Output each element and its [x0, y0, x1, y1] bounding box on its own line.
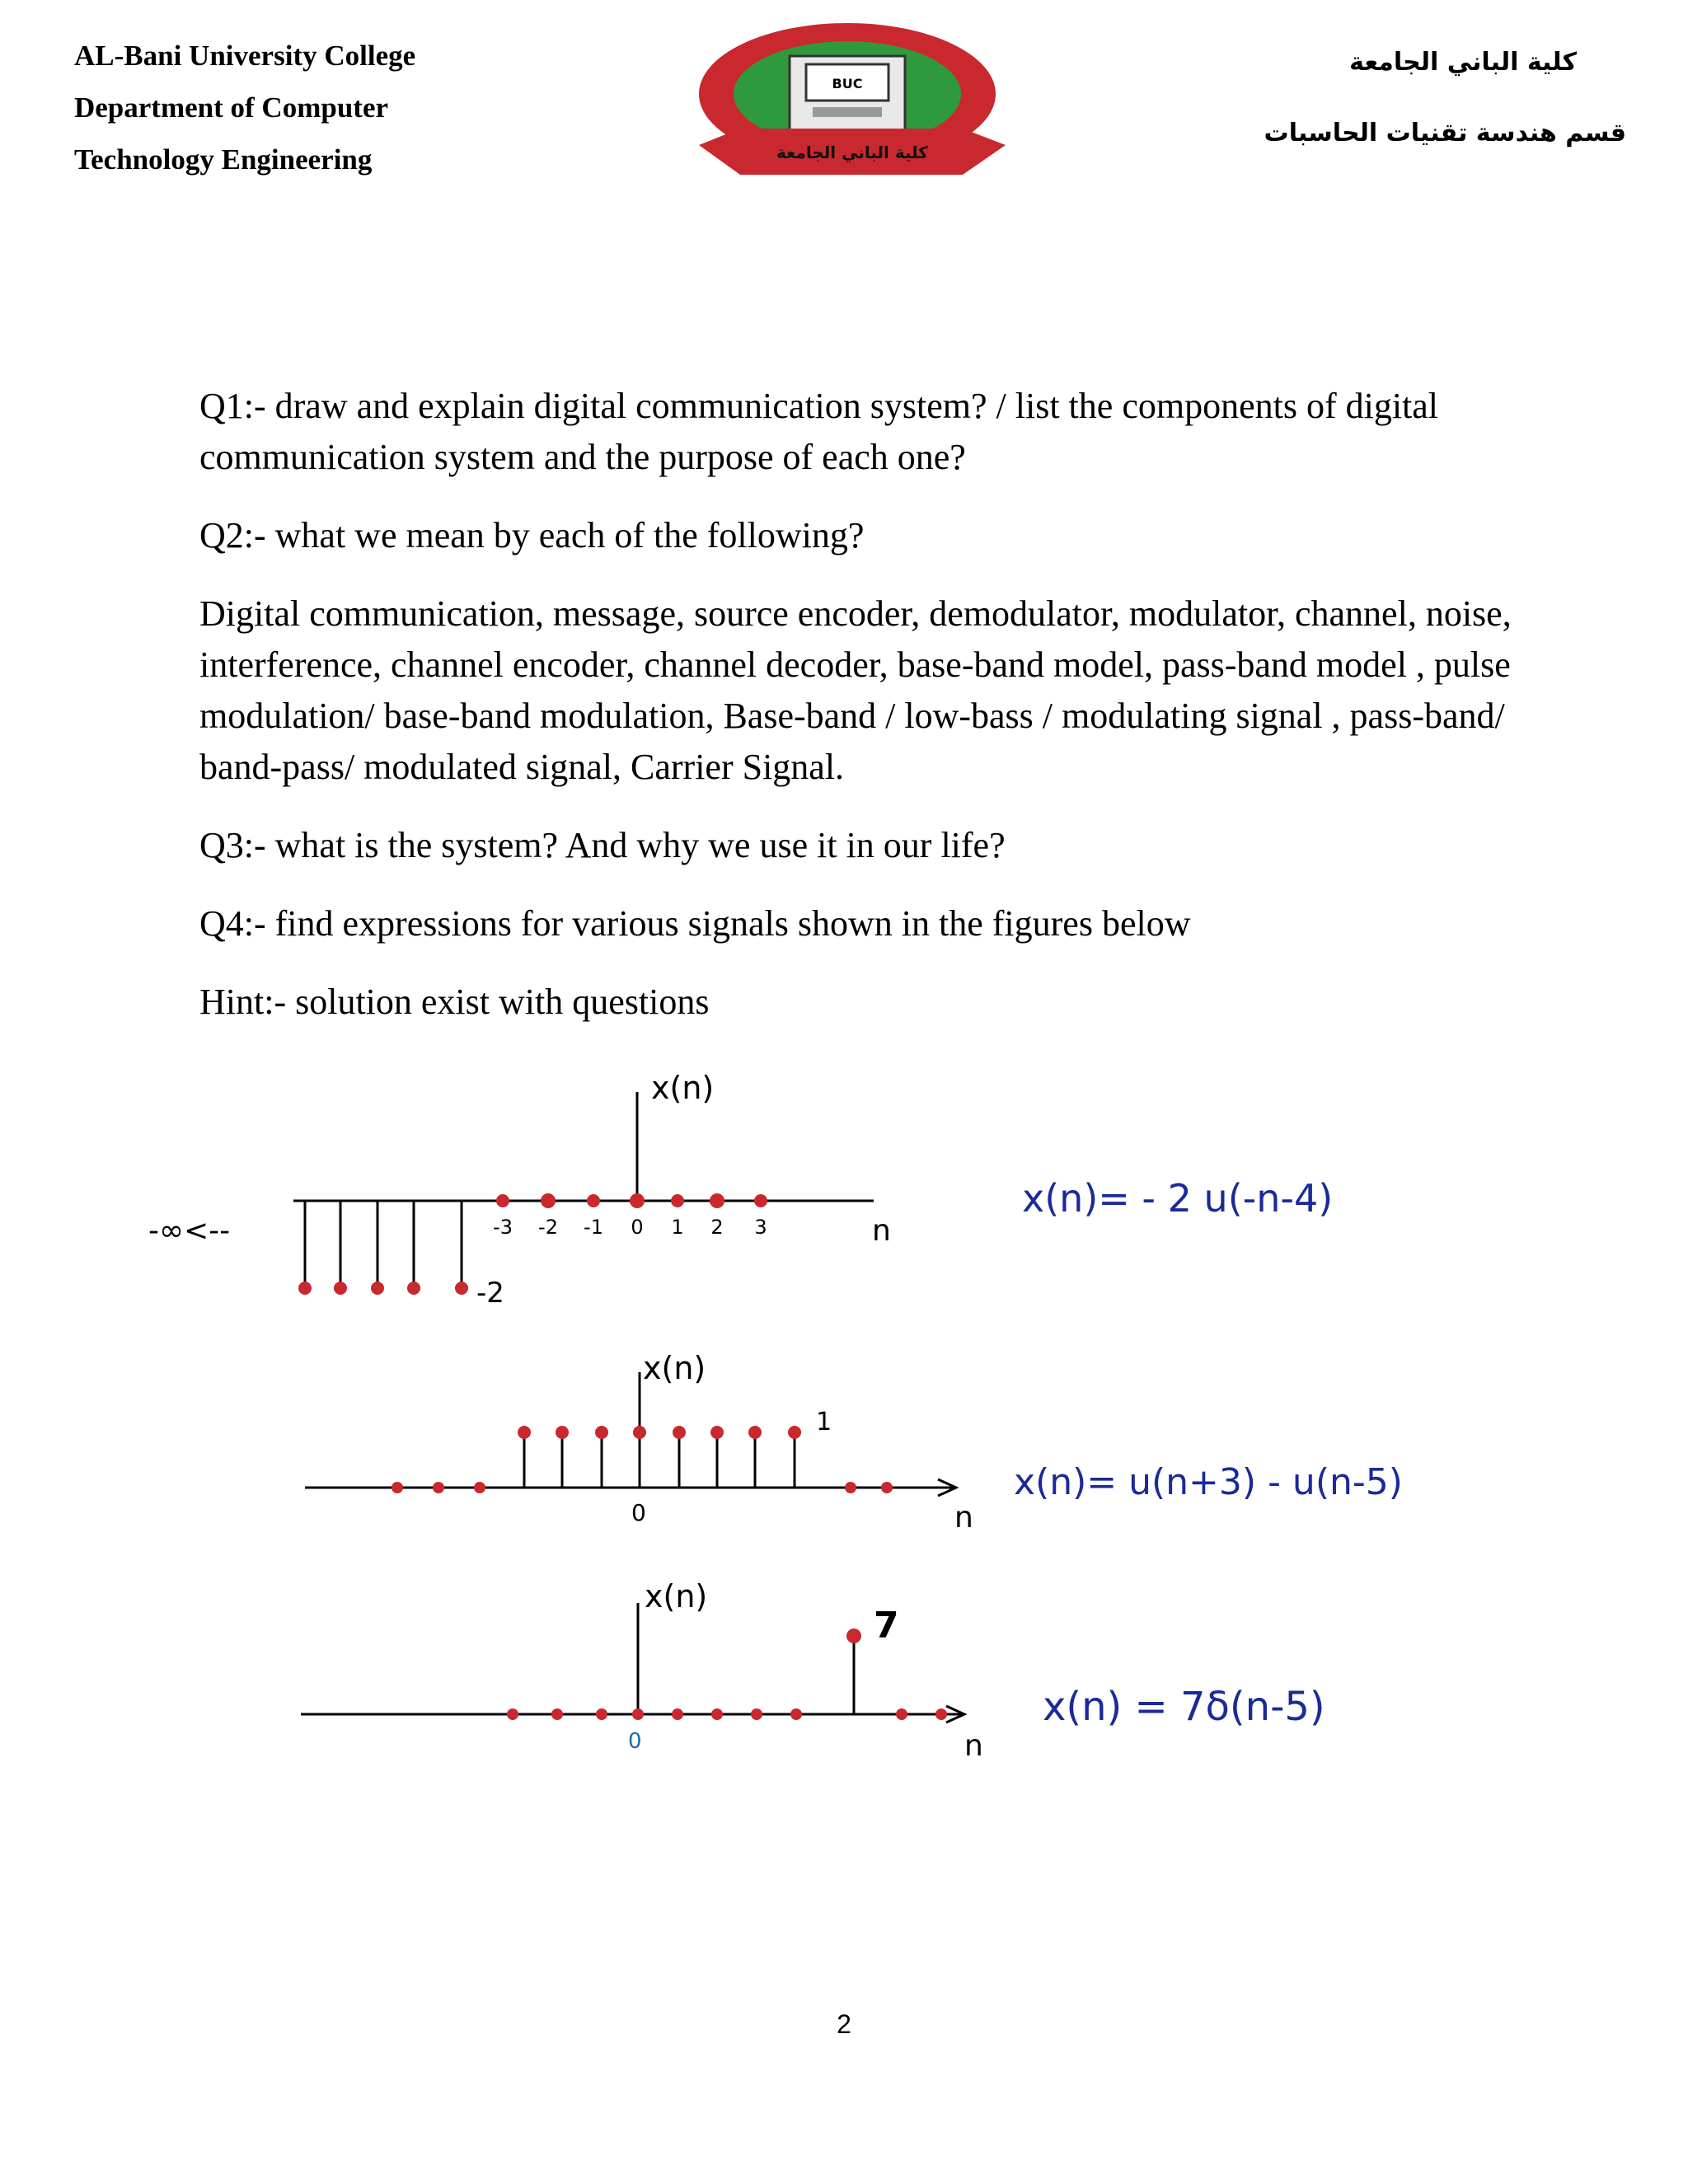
fig3-expression: x(n) = 7δ(n-5) — [1043, 1684, 1325, 1730]
fig1-tick-label: -2 — [538, 1216, 558, 1239]
fig3-origin-label: 0 — [628, 1729, 642, 1754]
college-line-1: AL-Bani University College — [74, 40, 416, 72]
question-3: Q3:- what is the system? And why we use it in our life? — [199, 825, 1006, 865]
fig1-tick-label: -3 — [493, 1216, 513, 1239]
figure-3 — [301, 1603, 964, 1722]
arabic-line-1: كلية الباني الجامعة — [1349, 48, 1577, 77]
fig3-value-label: 7 — [874, 1605, 899, 1647]
fig1-tick-label: 1 — [671, 1216, 684, 1239]
fig1-tick-label: -1 — [584, 1216, 603, 1239]
hint: Hint:- solution exist with questions — [199, 982, 710, 1022]
questions-section — [199, 381, 1535, 1055]
question-2: Q2:- what we mean by each of the following? — [199, 515, 865, 555]
fig1-y-label: x(n) — [651, 1070, 715, 1106]
fig1-samples — [298, 1193, 767, 1295]
page-number: 2 — [837, 2009, 851, 2039]
fig2-x-label: n — [954, 1501, 973, 1535]
figure-2 — [305, 1372, 956, 1496]
terms-list: Digital communication, message, source encoder, demodulator, modulator, channel, noise, interference, channel encoder, channel decoder, base-band model, pass-band model , pulse modulation/ base-band modulation, Base-band / low-bass / modulating signal , pass-band/ band-pass/ modulated signal, Carrier Signal. — [199, 593, 1512, 787]
college-name-arabic — [1165, 48, 1626, 190]
fig2-y-label: x(n) — [643, 1350, 706, 1386]
fig1-value-label: -2 — [476, 1277, 504, 1310]
fig3-y-label: x(n) — [645, 1578, 708, 1615]
question-1: Q1:- draw and explain digital communication system? / list the components of digital communication system and the purpose of each one? — [199, 386, 1439, 477]
fig2-value-label: 1 — [816, 1408, 832, 1436]
signal-figures — [140, 1043, 1500, 1784]
fig1-expression: x(n)= - 2 u(-n-4) — [1022, 1176, 1334, 1221]
fig1-tick-label: 0 — [631, 1216, 644, 1239]
fig3-x-label: n — [964, 1729, 983, 1763]
arabic-line-2: قسم هندسة تقنيات الحاسبات — [1264, 119, 1626, 148]
logo-banner-text: كلية الباني الجامعة — [776, 143, 928, 162]
fig1-x-label: n — [872, 1214, 891, 1248]
fig1-tick-label: 2 — [710, 1216, 724, 1239]
college-logo — [691, 21, 1014, 180]
college-line-2: Department of Computer — [74, 91, 389, 124]
logo-box-text: BUC — [832, 76, 863, 91]
college-name-english — [74, 30, 415, 185]
figure-1 — [293, 1092, 874, 1288]
fig2-origin-label: 0 — [631, 1499, 646, 1526]
question-4: Q4:- find expressions for various signals shown in the figures below — [199, 903, 1191, 944]
fig2-expression: x(n)= u(n+3) - u(n-5) — [1014, 1461, 1403, 1503]
fig1-tick-label: 3 — [754, 1216, 767, 1239]
college-line-3: Technology Engineering — [74, 143, 373, 176]
fig1-neg-inf-label: -∞<-- — [148, 1214, 231, 1248]
